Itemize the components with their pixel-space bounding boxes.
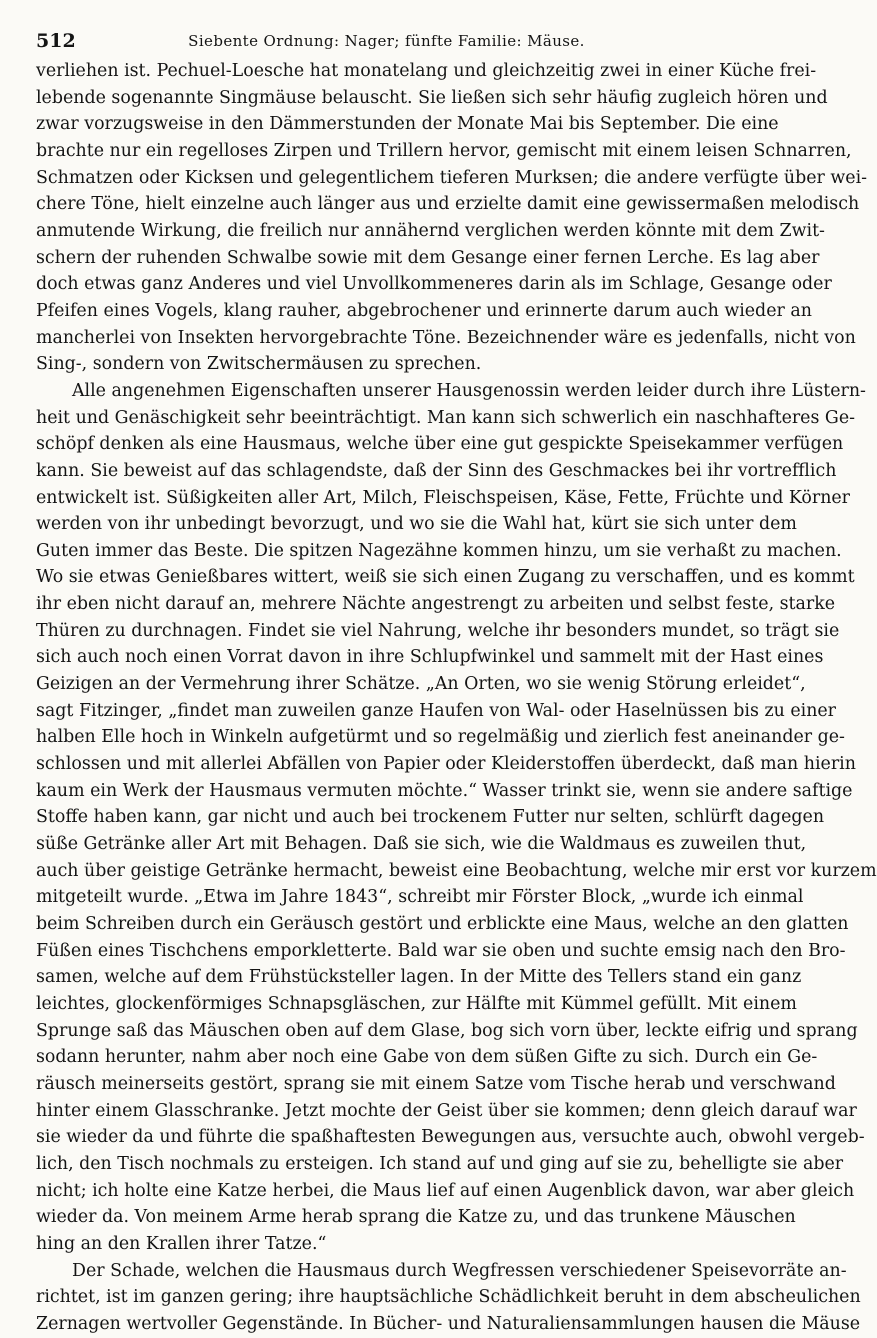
text-line: süße Getränke aller Art mit Behagen. Daß sie sich, wie die Waldmaus es zuweilen thut,	[36, 834, 807, 855]
running-head: Siebente Ordnung: Nager; fünfte Familie: Mäuse.	[188, 32, 585, 50]
paragraph	[36, 1258, 861, 1338]
text-line: sagt Fitzinger, „findet man zuweilen ganze Haufen von Wal- oder Haselnüssen bis zu einer	[36, 700, 836, 721]
text-line: Wo sie etwas Genießbares wittert, weiß sie sich einen Zugang zu verschaffen, und es kommt	[36, 567, 855, 588]
text-line: verliehen ist. Pechuel-Loesche hat monatelang und gleichzeitig zwei in einer Küche frei-	[36, 61, 817, 81]
text-line: mancherlei von Insekten hervorgebrachte Töne. Bezeichnender wäre es jedenfalls, nicht von	[36, 327, 856, 348]
text-line: zwar vorzugsweise in den Dämmerstunden der Monate Mai bis September. Die eine	[36, 114, 779, 135]
text-line: schöpf denken als eine Hausmaus, welche über eine gut gespickte Speisekammer verfügen	[36, 434, 844, 455]
text-line: sodann herunter, nahm aber noch eine Gabe von dem süßen Gifte zu sich. Durch ein Ge-	[36, 1047, 818, 1068]
text-line: kaum ein Werk der Hausmaus vermuten möchte.“ Wasser trinkt sie, wenn sie andere saftige	[36, 780, 853, 801]
text-line: auch über geistige Getränke hermacht, beweist eine Beobachtung, welche mir erst vor kurzem	[36, 860, 877, 881]
text-line: lebende sogenannte Singmäuse belauscht. Sie ließen sich sehr häufig zugleich hören und	[36, 87, 828, 108]
text-line: kann. Sie beweist auf das schlagendste, daß der Sinn des Geschmackes bei ihr vortrefflich	[36, 460, 837, 481]
text-line: doch etwas ganz Anderes und viel Unvollkommeneres darin als im Schlage, Gesange oder	[36, 274, 832, 295]
text-line: Zernagen wertvoller Gegenstände. In Bücher- und Naturaliensammlungen hausen die Mäuse	[36, 1313, 861, 1334]
text-line: Guten immer das Beste. Die spitzen Nagezähne kommen hinzu, um sie verhaßt zu machen.	[36, 540, 842, 561]
text-line: beim Schreiben durch ein Geräusch gestört und erblickte eine Maus, welche an den glatten	[36, 914, 849, 934]
text-line: nicht; ich holte eine Katze herbei, die Maus lief auf einen Augenblick davon, war aber gleich	[36, 1180, 855, 1201]
text-line: heit und Genäschigkeit sehr beeinträchtigt. Man kann sich schwerlich ein naschhafteres Ge-	[36, 407, 855, 428]
text-line: schern der ruhenden Schwalbe sowie mit dem Gesange einer fernen Lerche. Es lag aber	[36, 247, 820, 268]
text-line: schlossen und mit allerlei Abfällen von Papier oder Kleiderstoffen überdeckt, daß man hierin	[36, 754, 856, 775]
text-line: Pfeifen eines Vogels, klang rauher, abgebrochener und erinnerte darum auch wieder an	[36, 300, 812, 321]
text-line: Sprunge saß das Mäuschen oben auf dem Glase, bog sich vorn über, leckte eifrig und sprang	[36, 1020, 858, 1041]
text-line: anmutende Wirkung, die freilich nur annähernd verglichen werden könnte mit dem Zwit-	[36, 220, 825, 241]
text-line: lich, den Tisch nochmals zu ersteigen. Ich stand auf und ging auf sie zu, behelligte sie aber	[36, 1153, 844, 1174]
text-line: Thüren zu durchnagen. Findet sie viel Nahrung, welche ihr besonders mundet, so trägt sie	[36, 620, 840, 641]
text-line: sich auch noch einen Vorrat davon in ihre Schlupfwinkel und sammelt mit der Hast eines	[36, 647, 824, 668]
page-number: 512	[36, 30, 76, 52]
text-line: samen, welche auf dem Frühstücksteller lagen. In der Mitte des Tellers stand ein ganz	[36, 967, 802, 988]
text-line: Geizigen an der Vermehrung ihrer Schätze. „An Orten, wo sie wenig Störung erleidet“,	[36, 674, 806, 695]
text-line: halben Elle hoch in Winkeln aufgetürmt und so regelmäßig und zierlich fest aneinander ge-	[36, 727, 845, 748]
text-line: leichtes, glockenförmiges Schnapsgläschen, zur Hälfte mit Kümmel gefüllt. Mit einem	[36, 993, 797, 1014]
text-line: Füßen eines Tischchens emporkletterte. Bald war sie oben und suchte emsig nach den Bro-	[36, 940, 846, 961]
body-text	[36, 58, 877, 1338]
text-line: Der Schade, welchen die Hausmaus durch Wegfressen verschiedener Speisevorräte an-	[72, 1260, 847, 1281]
text-line: mitgeteilt wurde. „Etwa im Jahre 1843“, schreibt mir Förster Block, „wurde ich einmal	[36, 887, 804, 908]
page-header	[36, 30, 737, 58]
text-line: werden von ihr unbedingt bevorzugt, und wo sie die Wahl hat, kürt sie sich unter dem	[36, 514, 797, 535]
text-line: Alle angenehmen Eigenschaften unserer Hausgenossin werden leider durch ihre Lüstern-	[72, 380, 866, 401]
text-line: sie wieder da und führte die spaßhaftesten Bewegungen aus, versuchte auch, obwohl vergeb-	[36, 1127, 865, 1148]
text-line: Schmatzen oder Kicksen und gelegentlichem tieferen Murksen; die andere verfügte über wei-	[36, 167, 868, 188]
text-line: ihr eben nicht darauf an, mehrere Nächte angestrengt zu arbeiten und selbst feste, starke	[36, 594, 836, 615]
text-line: Stoffe haben kann, gar nicht und auch bei trockenem Futter nur selten, schlürft dagegen	[36, 807, 825, 828]
text-line: räusch meinerseits gestört, sprang sie mit einem Satze vom Tische herab und verschwand	[36, 1073, 836, 1094]
text-line: wieder da. Von meinem Arme herab sprang die Katze zu, und das trunkene Mäuschen	[36, 1207, 796, 1228]
text-line: hing an den Krallen ihrer Tatze.“	[36, 1233, 327, 1254]
text-line: chere Töne, hielt einzelne auch länger aus und erzielte damit eine gewissermaßen melodisch	[36, 194, 860, 215]
text-line: hinter einem Glasschranke. Jetzt mochte der Geist über sie kommen; denn gleich darauf war	[36, 1100, 857, 1121]
paragraph	[36, 58, 868, 378]
text-line: Sing-, sondern von Zwitschermäusen zu sprechen.	[36, 354, 482, 375]
paragraph	[36, 378, 877, 1258]
text-line: richtet, ist im ganzen gering; ihre hauptsächliche Schädlichkeit beruht in dem abscheulichen	[36, 1287, 861, 1308]
text-line: entwickelt ist. Süßigkeiten aller Art, Milch, Fleischspeisen, Käse, Fette, Früchte und Körner	[36, 487, 850, 508]
text-line: brachte nur ein regelloses Zirpen und Trillern hervor, gemischt mit einem leisen Schnarren,	[36, 140, 852, 161]
